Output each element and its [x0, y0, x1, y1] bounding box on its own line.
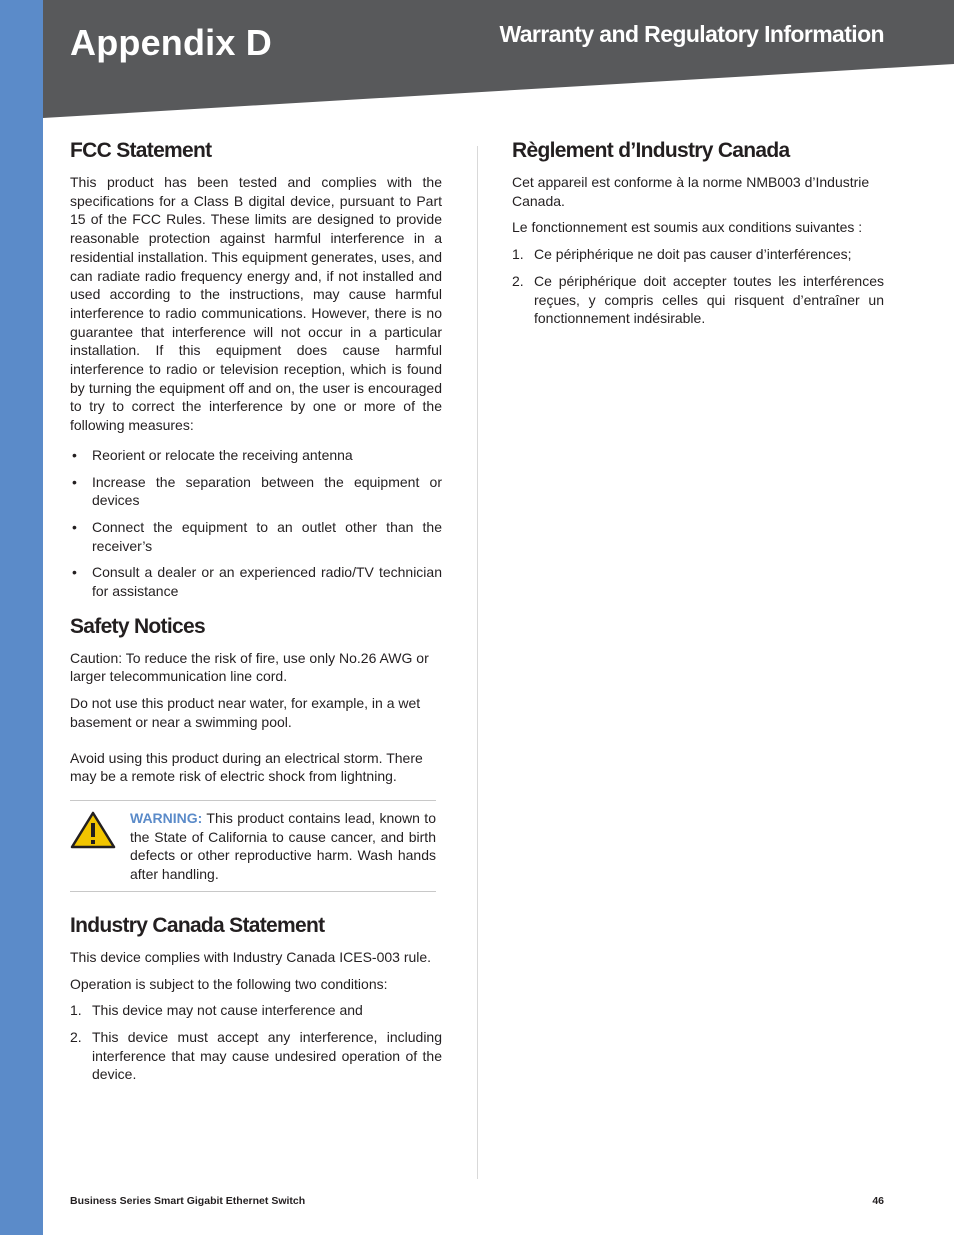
list-text: This device must accept any interference, including interference that may cause undesired operation of the device.: [92, 1028, 442, 1083]
safety-heading: Safety Notices: [70, 614, 205, 638]
list-item: • Reorient or relocate the receiving antenna: [70, 446, 442, 465]
list-item: [70, 1001, 442, 1020]
list-text: This device may not cause interference and: [92, 1002, 363, 1019]
appendix-title: Appendix D: [70, 22, 273, 63]
fcc-measures-list: [70, 446, 442, 601]
warning-callout: [70, 800, 436, 892]
list-item: • Connect the equipment to an outlet other than the receiver’s: [70, 518, 442, 555]
list-item: • Consult a dealer or an experienced radio/TV technician for assistance: [70, 563, 442, 600]
reglement-conditions-list: [512, 245, 884, 328]
column-divider: [477, 146, 478, 1179]
list-item: [512, 272, 884, 328]
list-item: [70, 1028, 442, 1084]
list-text: Ce périphérique doit accepter toutes les interférences reçues, y compris celles qui risquent d’entraîner un fonctionnement indésirable.: [534, 272, 884, 327]
list-number: 1.: [512, 246, 524, 263]
reglement-heading: Règlement d’Industry Canada: [512, 139, 790, 162]
right-column: [512, 133, 884, 336]
list-text: Ce périphérique ne doit pas causer d’interférences;: [534, 246, 852, 263]
list-number: 1.: [70, 1002, 82, 1019]
list-item: [512, 245, 884, 264]
warning-text: [130, 809, 436, 884]
list-item: • Increase the separation between the equipment or devices: [70, 473, 442, 510]
safety-water: Do not use this product near water, for example, in a wet basement or near a swimming pool.: [70, 695, 421, 730]
warning-message: This product contains lead, known to the State of California to cause cancer, and birth defects or other reproductive harm. Wash hands after handling.: [130, 809, 436, 883]
fcc-body: This product has been tested and complies with the specifications for a Class B digital device, pursuant to Part 15 of the FCC Rules. These limits are designed to provide reasonable protection against harmful interference in a residential installation. This equipment generates, uses, and can radiate radio frequency energy and, if not installed and used according to the instructions, may cause harmful interference to radio communications. However, there is no guarantee that interference will not occur in a particular installation. If this equipment does cause harmful interference to radio or television reception, which is found by turning the equipment off and on, the user is encouraged to try to correct the interference by one or more of the following measures:: [70, 174, 442, 434]
industry-conditions-intro: Operation is subject to the following two conditions:: [70, 975, 388, 992]
page-number: 46: [872, 1195, 884, 1207]
warning-label: WARNING:: [130, 809, 203, 826]
list-number: 2.: [512, 272, 524, 289]
side-accent-bar: [0, 0, 43, 1235]
fcc-heading: FCC Statement: [70, 139, 212, 162]
safety-caution: Caution: To reduce the risk of fire, use only No.26 AWG or larger telecommunication line cord.: [70, 649, 429, 685]
section-title: Warranty and Regulatory Information: [499, 21, 884, 47]
left-column: [70, 133, 442, 1092]
warning-triangle-icon: [70, 809, 130, 884]
safety-storm: Avoid using this product during an electrical storm. There may be a remote risk of electric shock from lightning.: [70, 749, 423, 785]
reglement-conformity: Cet appareil est conforme à la norme NMB003 d’Industrie Canada.: [512, 174, 870, 209]
reglement-conditions-intro: Le fonctionnement est soumis aux conditions suivantes :: [512, 219, 863, 236]
industry-compliance: This device complies with Industry Canada ICES-003 rule.: [70, 948, 432, 965]
industry-conditions-list: [70, 1001, 442, 1084]
industry-canada-heading: Industry Canada Statement: [70, 913, 325, 937]
footer-product-name: Business Series Smart Gigabit Ethernet Switch: [70, 1195, 306, 1207]
list-number: 2.: [70, 1028, 82, 1045]
